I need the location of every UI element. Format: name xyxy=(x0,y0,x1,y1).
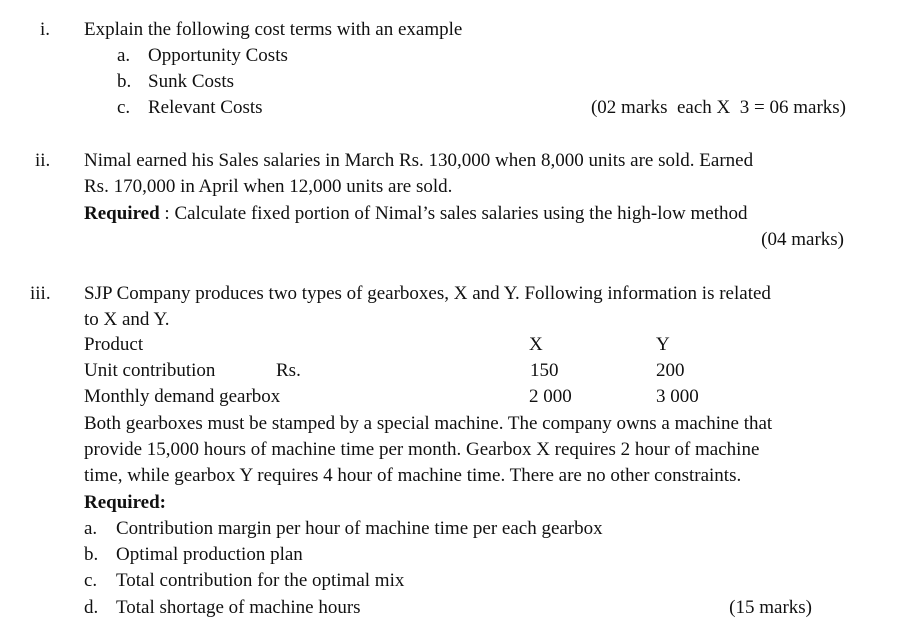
question-3-item-c-letter: c. xyxy=(84,570,98,591)
question-2-required-label: Required xyxy=(84,203,160,224)
question-3-item-a-text: Contribution margin per hour of machine time per each gearbox xyxy=(116,518,603,539)
question-2-number: ii. xyxy=(35,150,51,171)
question-3-item-b-text: Optimal production plan xyxy=(116,544,303,565)
table-row-unit-contribution-x: 150 xyxy=(530,360,559,381)
question-3-paragraph-line-3: time, while gearbox Y requires 4 hour of machine time. There are no other constraints. xyxy=(84,465,742,486)
table-row-unit-contribution-label: Unit contribution xyxy=(84,360,216,381)
table-row-monthly-demand-label: Monthly demand gearbox xyxy=(84,386,281,407)
question-3-paragraph-line-1: Both gearboxes must be stamped by a special machine. The company owns a machine that xyxy=(84,413,773,434)
table-row-monthly-demand-x: 2 000 xyxy=(529,386,572,407)
question-1-item-b-text: Sunk Costs xyxy=(148,71,235,92)
table-header-label: Product xyxy=(84,334,144,355)
question-1-item-b-letter: b. xyxy=(117,71,132,92)
question-1-marks: (02 marks each X 3 = 06 marks) xyxy=(590,97,846,118)
question-2-marks: (04 marks) xyxy=(761,229,844,250)
question-3-marks: (15 marks) xyxy=(729,597,812,618)
question-3-paragraph-line-2: provide 15,000 hours of machine time per month. Gearbox X requires 2 hour of machine xyxy=(84,439,760,460)
question-1-title: Explain the following cost terms with an example xyxy=(84,19,463,40)
question-3-item-d-letter: d. xyxy=(84,597,99,618)
question-1-number: i. xyxy=(40,19,51,40)
question-3-required-label: Required: xyxy=(84,492,166,513)
question-2-required-text: : Calculate fixed portion of Nimal’s sales salaries using the high-low method xyxy=(159,203,748,224)
question-3-item-b-letter: b. xyxy=(84,544,99,565)
question-3-item-d-text: Total shortage of machine hours xyxy=(116,597,361,618)
question-1-item-a-text: Opportunity Costs xyxy=(148,45,288,66)
question-3-number: iii. xyxy=(30,283,51,304)
question-2-line-1: Nimal earned his Sales salaries in March Rs. 130,000 when 8,000 units are sold. Earned xyxy=(84,150,754,171)
table-header-x: X xyxy=(529,334,543,355)
question-3-item-c-text: Total contribution for the optimal mix xyxy=(116,570,405,591)
question-2-required xyxy=(84,201,748,227)
question-2-line-2: Rs. 170,000 in April when 12,000 units are sold. xyxy=(84,176,453,197)
question-3-item-a-letter: a. xyxy=(84,518,98,539)
table-row-unit-contribution-unit: Rs. xyxy=(276,360,301,381)
question-1-item-a-letter: a. xyxy=(117,45,131,66)
table-row-unit-contribution-y: 200 xyxy=(656,360,685,381)
question-3-intro-2: to X and Y. xyxy=(84,309,170,330)
table-row-monthly-demand-y: 3 000 xyxy=(656,386,699,407)
question-1-item-c-text: Relevant Costs xyxy=(148,97,263,118)
table-header-y: Y xyxy=(656,334,670,355)
question-3-intro-1: SJP Company produces two types of gearboxes, X and Y. Following information is related xyxy=(84,283,771,304)
question-1-item-c-letter: c. xyxy=(117,97,131,118)
